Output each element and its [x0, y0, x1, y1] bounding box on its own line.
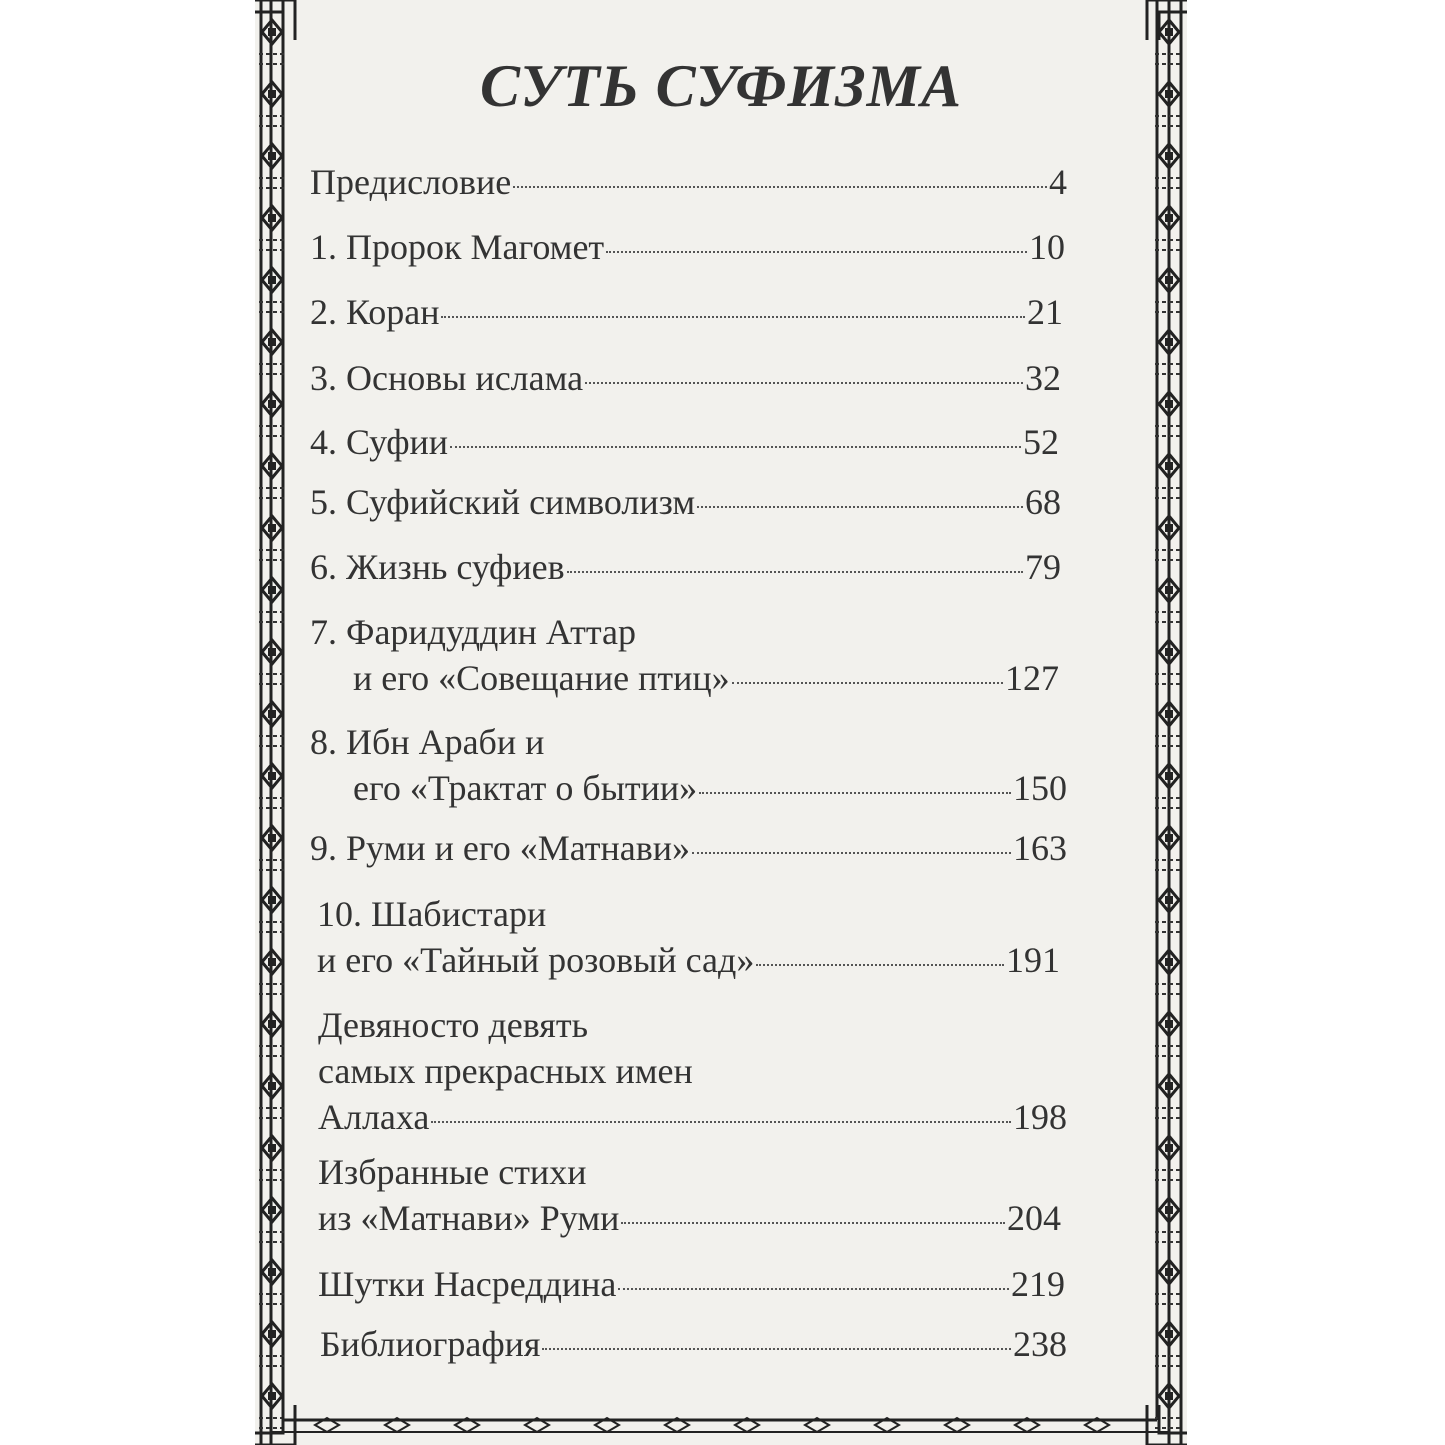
toc-entry-title: Аллаха [318, 1097, 430, 1137]
dot-leader [621, 1222, 1005, 1224]
border-knot [268, 276, 276, 284]
toc-page-number: 32 [1025, 358, 1061, 398]
toc-entry-title: и его «Совещание птиц» [353, 658, 730, 698]
border-knot [1165, 648, 1173, 656]
border-knot [1165, 896, 1173, 904]
border-knot [268, 772, 276, 780]
dot-leader [732, 682, 1003, 684]
toc-entry-title: Библиография [320, 1324, 541, 1364]
border-knot [268, 1020, 276, 1028]
toc-page-number: 21 [1027, 292, 1063, 332]
toc-entry-title: из «Матнави» Руми [318, 1198, 620, 1238]
border-knot [1165, 1082, 1173, 1090]
toc-page-number: 52 [1023, 422, 1059, 462]
toc-entry-title: 4. Суфии [310, 422, 449, 462]
toc-entry-title: 10. Шабистари [317, 894, 547, 934]
toc-page-number: 198 [1013, 1097, 1067, 1137]
border-knot [1165, 338, 1173, 346]
border-knot [1165, 1268, 1173, 1276]
border-knot [268, 896, 276, 904]
toc-entry-title: самых прекрасных имен [318, 1051, 693, 1091]
border-knot [1165, 28, 1173, 36]
border-knot [1165, 586, 1173, 594]
toc-entry-title: Девяносто девять [318, 1005, 588, 1045]
border-knot [268, 524, 276, 532]
toc-page-number: 4 [1049, 162, 1067, 202]
border-knot [1165, 152, 1173, 160]
border-knot [1165, 276, 1173, 284]
toc-entry-title: и его «Тайный розовый сад» [317, 940, 755, 980]
toc-entry-title: 9. Руми и его «Матнави» [310, 828, 691, 868]
border-knot [268, 958, 276, 966]
toc-entry-title: 7. Фаридуддин Аттар [310, 612, 636, 652]
toc-page-number: 163 [1013, 828, 1067, 868]
border-knot [268, 462, 276, 470]
border-knot [268, 648, 276, 656]
toc-entry-title: Шутки Насреддина [318, 1264, 617, 1304]
border-knot [1165, 772, 1173, 780]
toc-page-number: 238 [1013, 1324, 1067, 1364]
dot-leader [585, 382, 1023, 384]
border-knot [1165, 214, 1173, 222]
toc-entry-title: 8. Ибн Араби и [310, 722, 545, 762]
toc-entry-title: Избранные стихи [318, 1152, 587, 1192]
toc-entry-title: 2. Коран [310, 292, 440, 332]
border-knot [268, 1144, 276, 1152]
border-knot [1165, 462, 1173, 470]
toc-entry-title: его «Трактат о бытии» [353, 768, 698, 808]
dot-leader [450, 446, 1021, 448]
book-page [255, 0, 1187, 1445]
toc-page-number: 127 [1005, 658, 1059, 698]
toc-entry-title: Предисловие [310, 162, 512, 202]
border-knot [268, 1082, 276, 1090]
dot-leader [567, 571, 1023, 573]
dot-leader [441, 316, 1025, 318]
toc-entry-title: 5. Суфийский символизм [310, 482, 696, 522]
border-knot [1165, 1330, 1173, 1338]
border-knot [268, 214, 276, 222]
border-knot [1165, 958, 1173, 966]
border-knot [1165, 524, 1173, 532]
border-knot [1165, 1206, 1173, 1214]
toc-page-number: 68 [1025, 482, 1061, 522]
border-knot [268, 1268, 276, 1276]
page-title: СУТЬ СУФИЗМА [479, 53, 962, 119]
border-knot [1165, 834, 1173, 842]
dot-leader [692, 852, 1011, 854]
toc-page-number: 150 [1013, 768, 1067, 808]
toc-page-number: 204 [1007, 1198, 1061, 1238]
border-knot [268, 28, 276, 36]
dot-leader [756, 964, 1004, 966]
border-knot [268, 586, 276, 594]
border-knot [268, 710, 276, 718]
border-knot [1165, 400, 1173, 408]
toc-entry-title: 1. Пророк Магомет [310, 227, 605, 267]
dot-leader [606, 251, 1027, 253]
border-knot [268, 1392, 276, 1400]
toc-page-number: 79 [1025, 547, 1061, 587]
border-knot [268, 338, 276, 346]
border-knot [1165, 1020, 1173, 1028]
dot-leader [513, 186, 1047, 188]
dot-leader [431, 1121, 1011, 1123]
toc-page-number: 219 [1011, 1264, 1065, 1304]
border-knot [268, 1206, 276, 1214]
toc-entry-title: 3. Основы ислама [310, 358, 584, 398]
toc-page-number: 191 [1006, 940, 1060, 980]
border-knot [1165, 1392, 1173, 1400]
border-knot [1165, 1144, 1173, 1152]
dot-leader [542, 1348, 1011, 1350]
dot-leader [699, 792, 1011, 794]
dot-leader [618, 1288, 1009, 1290]
border-knot [268, 1330, 276, 1338]
toc-entry-title: 6. Жизнь суфиев [310, 547, 565, 587]
border-knot [268, 152, 276, 160]
toc-page-number: 10 [1029, 227, 1065, 267]
border-knot [1165, 710, 1173, 718]
border-knot [268, 400, 276, 408]
dot-leader [697, 506, 1023, 508]
border-knot [268, 834, 276, 842]
